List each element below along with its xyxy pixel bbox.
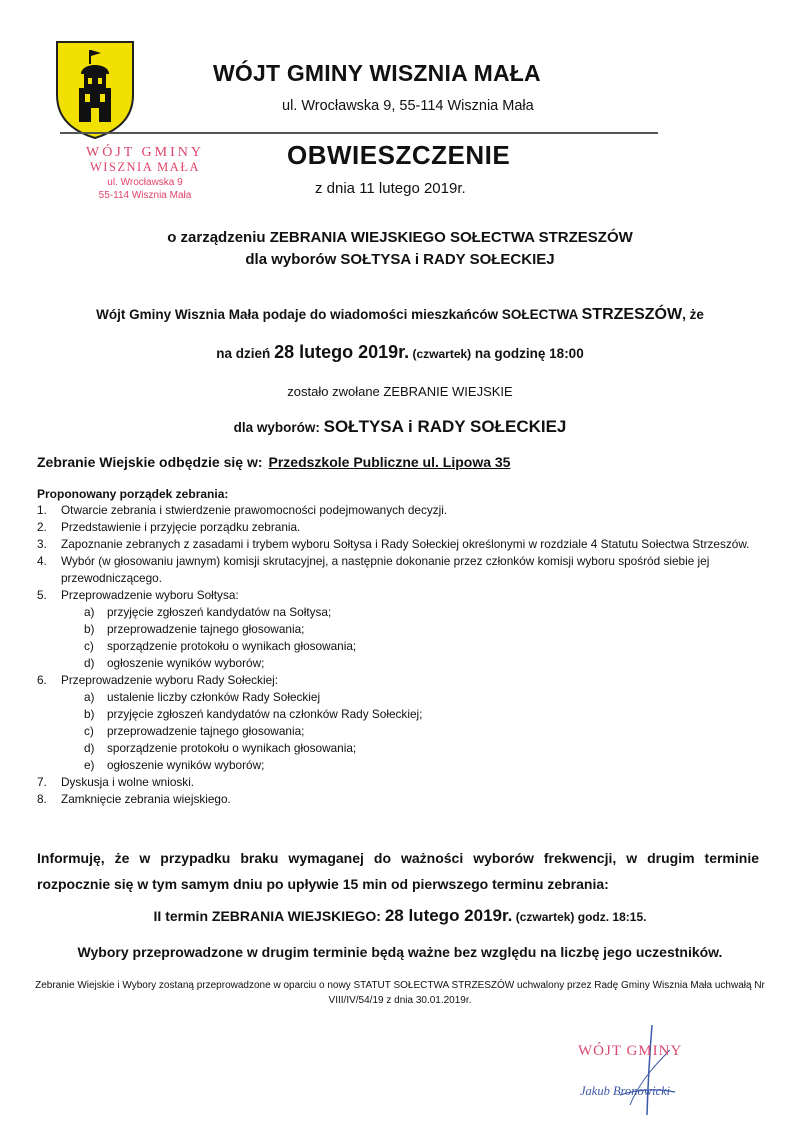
sub-item-text: przyjęcie zgłoszeń kandydatów na Sołtysa; xyxy=(107,605,332,619)
sub-item-letter: e) xyxy=(84,758,95,772)
item-number: 7. xyxy=(37,775,47,789)
list-item xyxy=(37,587,757,604)
sub-item-letter: b) xyxy=(84,622,95,636)
agenda-heading: Proponowany porządek zebrania: xyxy=(37,487,229,501)
list-item xyxy=(37,672,757,689)
sub-list-item xyxy=(37,740,757,757)
item-text: Zapoznanie zebranych z zasadami i trybem wyboru Sołtysa i Rady Sołeckiej określonymi w rozdziale 4 Statutu Sołectwa Strzeszów. xyxy=(61,537,750,551)
header-divider xyxy=(60,132,658,134)
list-item xyxy=(37,536,757,553)
item-text: Dyskusja i wolne wnioski. xyxy=(61,775,195,789)
second-suffix: (czwartek) godz. 18:15. xyxy=(512,910,647,924)
item-text: Wybór (w głosowaniu jawnym) komisji skrutacyjnej, a następnie dokonanie przez członków komisji wyboru spośród siebie jej przewodniczącego. xyxy=(61,554,710,585)
purpose-value: SOŁTYSA i RADY SOŁECKIEJ xyxy=(323,417,567,436)
sub-item-letter: b) xyxy=(84,707,95,721)
list-item xyxy=(37,502,757,519)
date-weekday: (czwartek) xyxy=(409,347,472,361)
stamp-line: WISZNIA MAŁA xyxy=(89,160,200,174)
item-text: Zamknięcie zebrania wiejskiego. xyxy=(61,792,231,806)
coat-of-arms-icon xyxy=(55,40,135,140)
office-address: ul. Wrocławska 9, 55-114 Wisznia Mała xyxy=(282,98,534,114)
sub-list-item xyxy=(37,706,757,723)
item-text: Przeprowadzenie wyboru Sołtysa: xyxy=(61,588,239,602)
sub-item-text: przyjęcie zgłoszeń kandydatów na członków Rady Sołeckiej; xyxy=(107,707,423,721)
turnout-info: Informuję, że w przypadku braku wymaganej do ważności wyborów frekwencji, w drugim terminie rozpocznie się w tym samym dniu po upływie 15 min od pierwszego terminu zebrania: xyxy=(37,850,759,892)
sub-item-letter: d) xyxy=(84,741,95,755)
sub-item-text: ogłoszenie wyników wyborów; xyxy=(107,656,265,670)
statute-footnote: Zebranie Wiejskie i Wybory zostaną przeprowadzone w oparciu o nowy STATUT SOŁECTWA STRZESZÓW uchwalony przez Radę Gminy Wisznia Mała uchwałą Nr VIII/IV/54/19 z dnia 30.01.2019r. xyxy=(35,980,765,1006)
venue-place: Przedszkole Publiczne ul. Lipowa 35 xyxy=(268,454,511,470)
item-number: 5. xyxy=(37,588,47,602)
intro-end: , że xyxy=(682,307,704,322)
item-number: 1. xyxy=(37,503,47,517)
stamp-line: 55-114 Wisznia Mała xyxy=(98,190,192,201)
second-term xyxy=(0,906,800,926)
date-time: na godzinę 18:00 xyxy=(471,346,584,361)
item-number: 4. xyxy=(37,554,47,568)
sub-item-text: przeprowadzenie tajnego głosowania; xyxy=(107,622,305,636)
sub-list-item xyxy=(37,723,757,740)
list-item xyxy=(37,553,757,587)
item-number: 2. xyxy=(37,520,47,534)
sub-item-text: sporządzenie protokołu o wynikach głosowania; xyxy=(107,639,357,653)
subject-line: o zarządzeniu ZEBRANIA WIEJSKIEGO SOŁECTWA STRZESZÓW xyxy=(167,229,633,246)
meeting-venue xyxy=(37,454,510,470)
office-stamp xyxy=(60,145,230,201)
signature-name: Jakub Bronowicki xyxy=(580,1084,671,1098)
signature-icon xyxy=(600,1020,690,1120)
election-purpose xyxy=(0,417,800,437)
sub-item-text: ogłoszenie wyników wyborów; xyxy=(107,758,265,772)
list-item xyxy=(37,519,757,536)
item-number: 6. xyxy=(37,673,47,687)
list-item xyxy=(37,791,757,808)
convened-text: zostało zwołane ZEBRANIE WIEJSKIE xyxy=(287,384,513,399)
sub-list-item xyxy=(37,757,757,774)
sub-list-item xyxy=(37,655,757,672)
sub-list-item xyxy=(37,604,757,621)
item-text: Otwarcie zebrania i stwierdzenie prawomocności podejmowanych decyzji. xyxy=(61,503,448,517)
stamp-line: ul. Wrocławska 9 xyxy=(107,177,183,188)
document-title: OBWIESZCZENIE xyxy=(287,140,511,170)
sub-list-item xyxy=(37,689,757,706)
document-date: z dnia 11 lutego 2019r. xyxy=(315,180,466,197)
signature-stamp: WÓJT GMINY xyxy=(578,1043,683,1059)
sub-list-item xyxy=(37,621,757,638)
subject-line: dla wyborów SOŁTYSA i RADY SOŁECKIEJ xyxy=(245,251,555,268)
item-text: Przedstawienie i przyjęcie porządku zebrania. xyxy=(61,520,301,534)
validity-note: Wybory przeprowadzone w drugim terminie będą ważne bez względu na liczbę jego uczestników. xyxy=(77,944,723,960)
item-number: 3. xyxy=(37,537,47,551)
sub-item-letter: c) xyxy=(84,639,94,653)
intro-body: Wójt Gminy Wisznia Mała podaje do wiadomości mieszkańców SOŁECTWA xyxy=(96,307,582,322)
list-item xyxy=(37,774,757,791)
sub-item-letter: a) xyxy=(84,605,95,619)
office-title: WÓJT GMINY WISZNIA MAŁA xyxy=(213,60,541,86)
stamp-line: WÓJT GMINY xyxy=(85,145,204,160)
second-prefix: II termin ZEBRANIA WIEJSKIEGO: xyxy=(153,908,385,924)
sub-item-letter: a) xyxy=(84,690,95,704)
meeting-date xyxy=(0,342,800,363)
sub-item-text: sporządzenie protokołu o wynikach głosowania; xyxy=(107,741,357,755)
date-prefix: na dzień xyxy=(216,346,275,361)
sub-list-item xyxy=(37,638,757,655)
venue-label: Zebranie Wiejskie odbędzie się w: xyxy=(37,454,263,470)
second-date: 28 lutego 2019r. xyxy=(384,906,513,925)
sub-item-letter: c) xyxy=(84,724,94,738)
sub-item-text: ustalenie liczby członków Rady Sołeckiej xyxy=(107,690,321,704)
sub-item-letter: d) xyxy=(84,656,95,670)
intro-village: STRZESZÓW xyxy=(581,306,683,323)
item-number: 8. xyxy=(37,792,47,806)
item-text: Przeprowadzenie wyboru Rady Sołeckiej: xyxy=(61,673,279,687)
purpose-prefix: dla wyborów: xyxy=(233,420,324,435)
agenda-list xyxy=(37,502,757,808)
date-value: 28 lutego 2019r. xyxy=(274,342,410,362)
intro-text xyxy=(0,306,800,324)
sub-item-text: przeprowadzenie tajnego głosowania; xyxy=(107,724,305,738)
